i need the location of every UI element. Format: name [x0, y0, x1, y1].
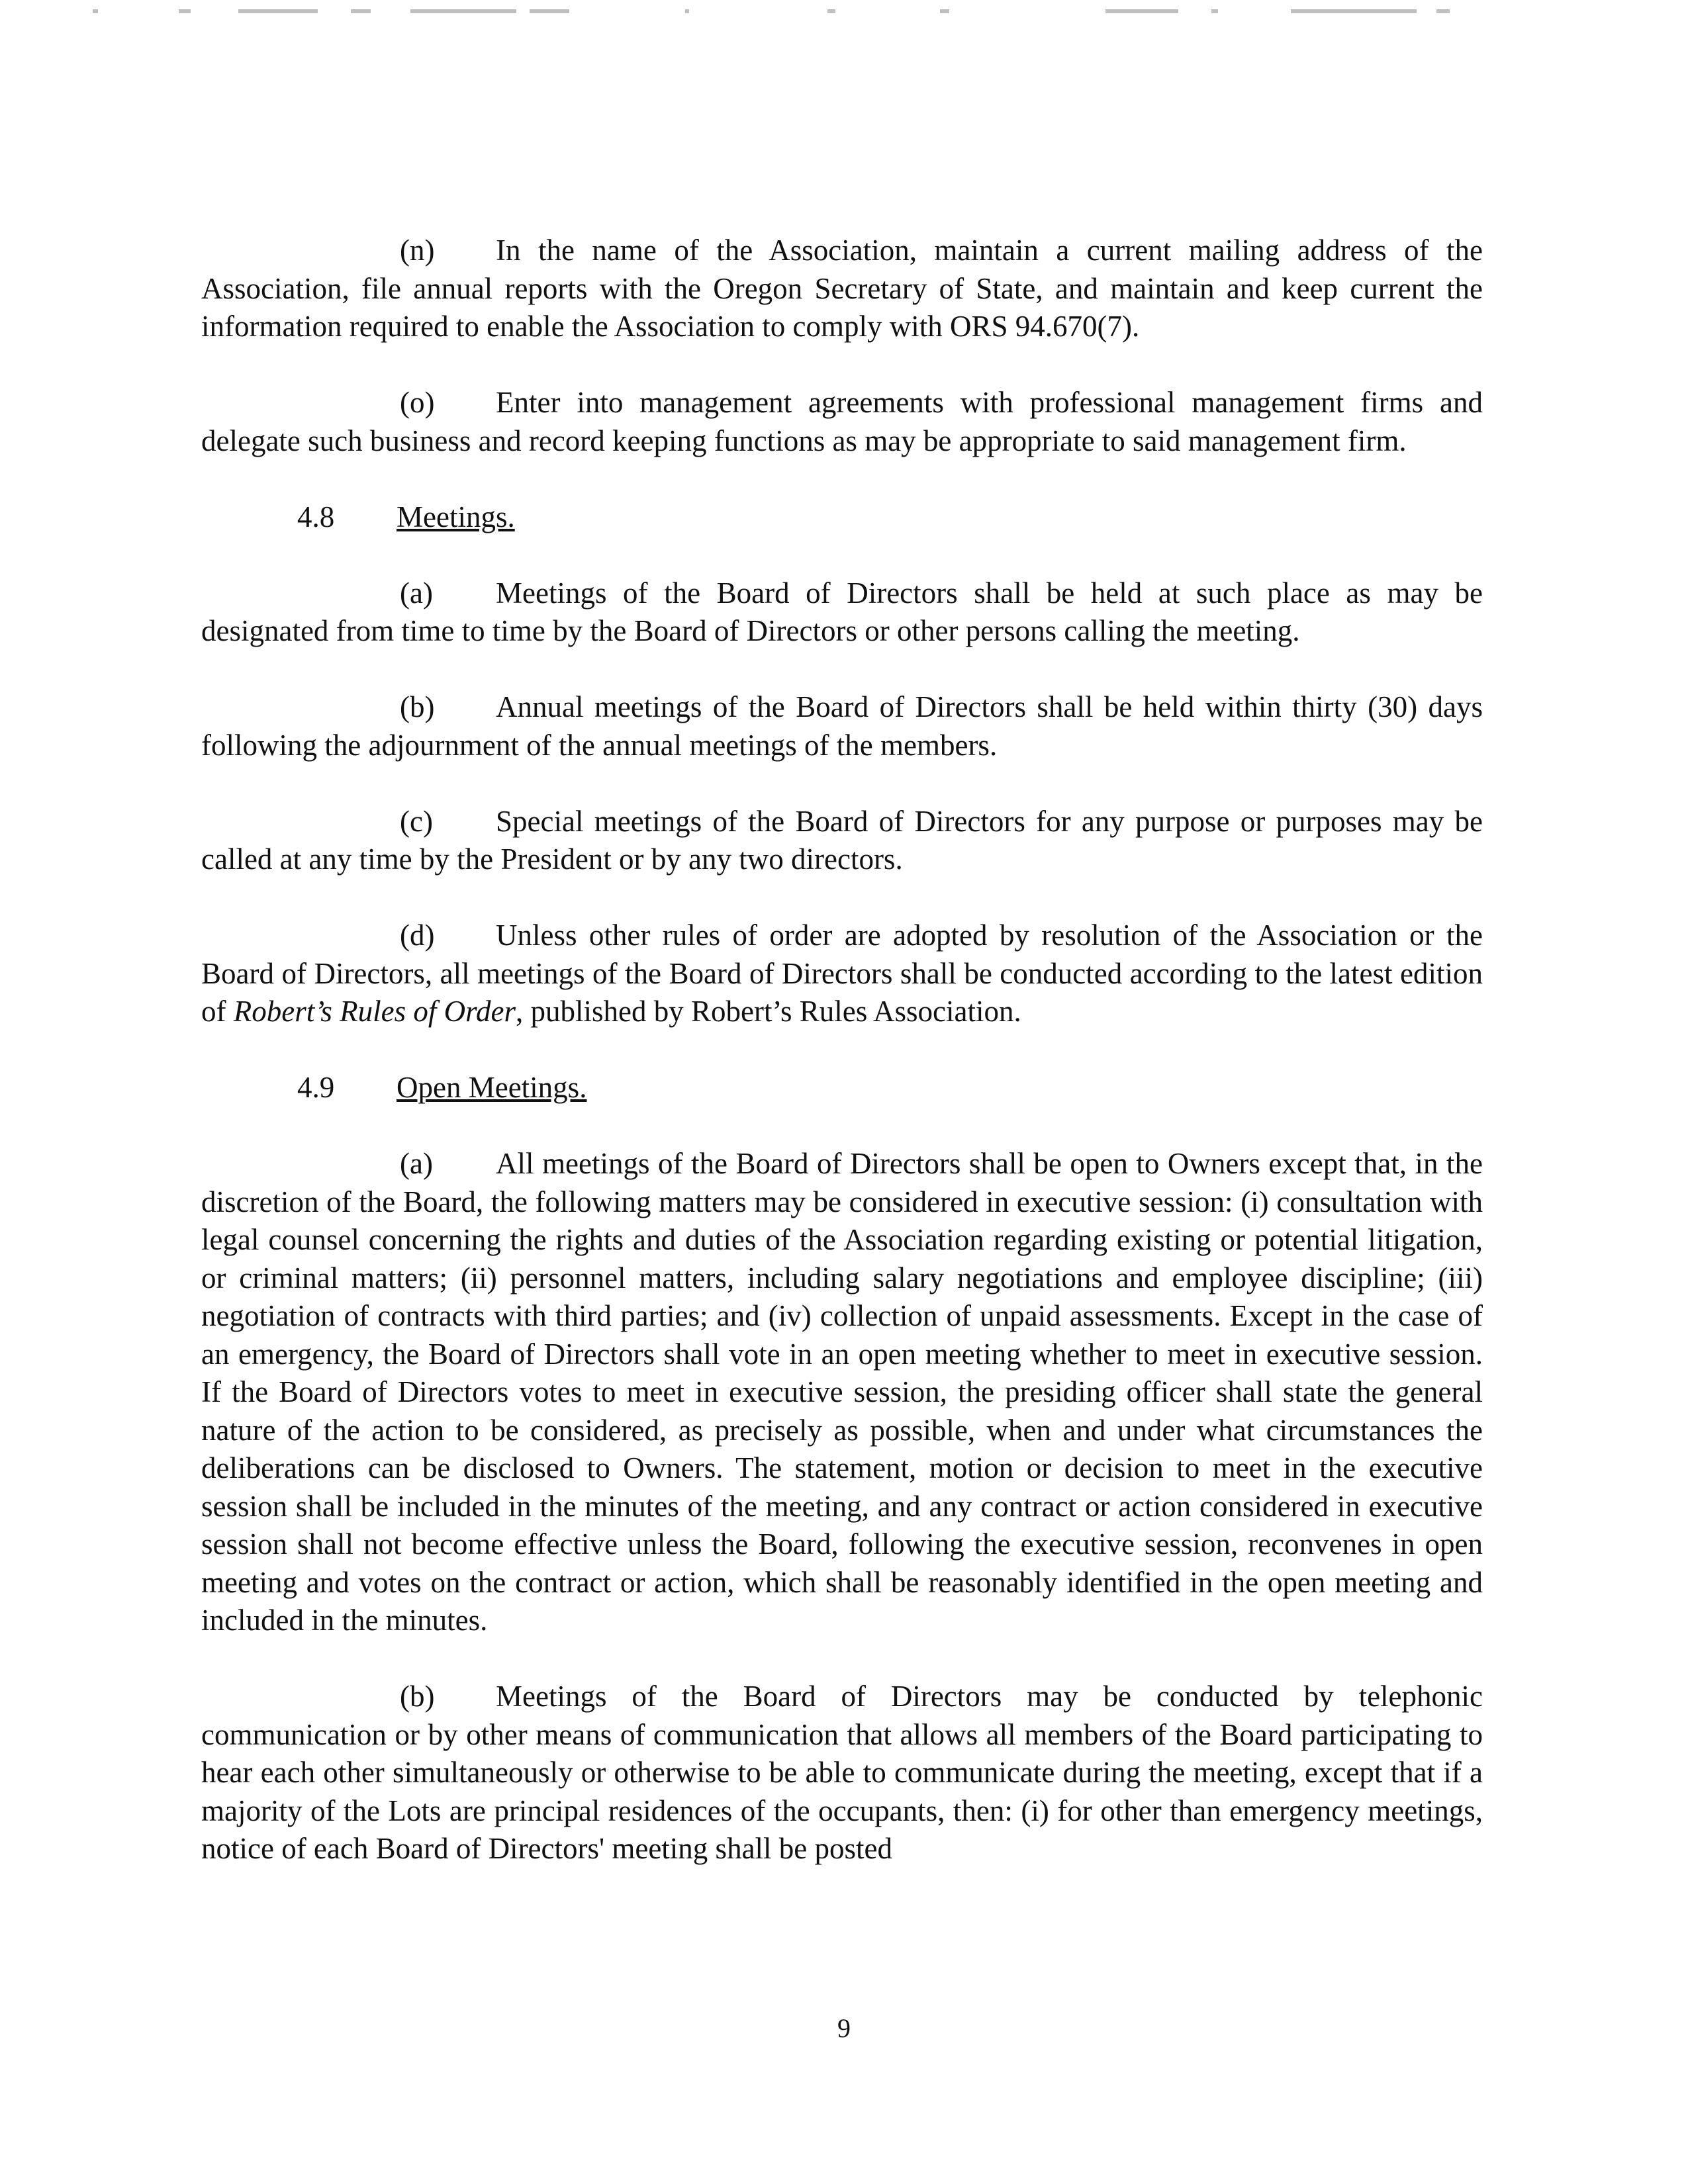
paragraph-n	[201, 232, 1483, 346]
paragraph-label: (b)	[400, 690, 435, 723]
paragraph-label: (o)	[400, 386, 435, 419]
section-title: Meetings	[397, 500, 508, 533]
paragraph-label: (a)	[400, 1147, 433, 1180]
paragraph-4-8-d	[201, 917, 1483, 1031]
section-heading-4-8	[201, 498, 1483, 537]
scan-artifact-mark	[1291, 9, 1417, 13]
scan-artifact-mark	[179, 9, 191, 13]
scan-artifact-mark	[1436, 9, 1450, 13]
scan-artifact-mark	[238, 9, 318, 13]
paragraph-label: (d)	[400, 919, 435, 952]
scan-artifact-mark	[940, 9, 949, 13]
paragraph-text: Meetings of the Board of Directors shall be held at such place as may be designated from time to time by the Board of Directors or other persons calling the meeting.	[201, 576, 1483, 647]
paragraph-o	[201, 384, 1483, 460]
section-title: Open Meetings.	[397, 1071, 587, 1104]
paragraph-text: Enter into management agreements with professional management firms and delegate such business and record keeping functions as may be appropriate to said management firm.	[201, 386, 1483, 457]
paragraph-4-8-a	[201, 574, 1483, 651]
scan-artifact-strip	[0, 0, 1688, 26]
paragraph-text: Annual meetings of the Board of Directors shall be held within thirty (30) days following the adjournment of the annual meetings of the members.	[201, 690, 1483, 762]
scan-artifact-mark	[1105, 9, 1178, 13]
paragraph-text-end: , published by Robert’s Rules Association.	[515, 995, 1021, 1028]
section-number: 4.8	[297, 500, 335, 533]
paragraph-label: (a)	[400, 576, 433, 610]
scan-artifact-mark	[1211, 9, 1218, 13]
document-page	[201, 232, 1483, 1906]
scan-artifact-mark	[685, 9, 689, 13]
scan-artifact-mark	[530, 9, 569, 13]
scan-artifact-mark	[827, 9, 835, 13]
scan-artifact-mark	[93, 9, 98, 13]
paragraph-4-9-a	[201, 1145, 1483, 1640]
paragraph-text: Unless other rules of order are adopted by resolution of the Association or the Board of Directors, all meetings of the Board of Directors shall be conducted according to the latest edition of	[201, 919, 1483, 1028]
paragraph-4-8-b	[201, 688, 1483, 764]
citation-title: Robert’s Rules of Order	[233, 995, 516, 1028]
paragraph-label: (n)	[400, 234, 435, 267]
section-number: 4.9	[297, 1071, 335, 1104]
paragraph-text: All meetings of the Board of Directors shall be open to Owners except that, in the discretion of the Board, the following matters may be considered in executive session: (i) consultation with legal counsel concerning the rights and duties of the Association regarding existing or potential litigation, or criminal matters; (ii) personnel matters, including salary negotiations and employee discipline; (iii) negotiation of contracts with third parties; and (iv) collection of unpaid assessments. Except in the case of an emergency, the Board of Directors shall vote in an open meeting whether to meet in executive session. If the Board of Directors votes to meet in executive session, the presiding officer shall state the general nature of the action to be considered, as precisely as possible, when and under what circumstances the deliberations can be disclosed to Owners. The statement, motion or decision to meet in the executive session shall be included in the minutes of the meeting, and any contract or action considered in executive session shall not become effective unless the Board, following the executive session, reconvenes in open meeting and votes on the contract or action, which shall be reasonably identified in the open meeting and included in the minutes.	[201, 1147, 1483, 1637]
paragraph-4-8-c	[201, 803, 1483, 879]
paragraph-4-9-b	[201, 1678, 1483, 1868]
paragraph-text: Special meetings of the Board of Directors for any purpose or purposes may be called at any time by the President or by any two directors.	[201, 804, 1483, 876]
scan-artifact-mark	[410, 9, 516, 13]
scan-artifact-mark	[351, 9, 371, 13]
paragraph-text: In the name of the Association, maintain a current mailing address of the Association, file annual reports with the Oregon Secretary of State, and maintain and keep current the information required to enable the Association to comply with ORS 94.670(7).	[201, 234, 1483, 343]
section-title-period: .	[507, 500, 515, 533]
paragraph-label: (b)	[400, 1680, 435, 1713]
page-number: 9	[837, 2013, 851, 2043]
section-heading-4-9	[201, 1069, 1483, 1107]
paragraph-label: (c)	[400, 804, 433, 838]
paragraph-text: Meetings of the Board of Directors may be conducted by telephonic communication or by other means of communication that allows all members of the Board participating to hear each other simultaneously or otherwise to be able to communicate during the meeting, except that if a majority of the Lots are principal residences of the occupants, then: (i) for other than emergency meetings, notice of each Board of Directors' meeting shall be posted	[201, 1680, 1483, 1865]
